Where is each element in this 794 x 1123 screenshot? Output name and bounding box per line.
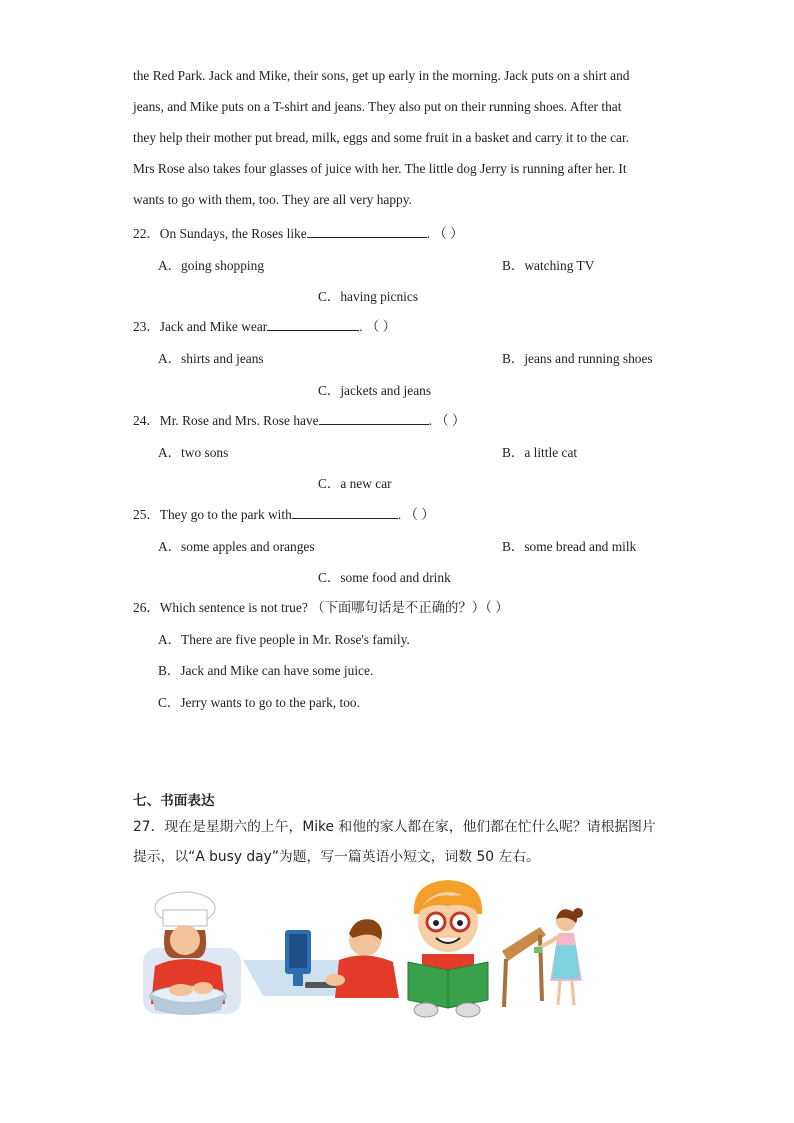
question-stem: 24．Mr. Rose and Mrs. Rose have <box>133 413 319 428</box>
passage-line: wants to go with them, too. They are all very happy. <box>133 192 412 207</box>
option-a[interactable]: A．some apples and oranges <box>158 539 315 554</box>
option-a[interactable]: A．going shopping <box>158 258 265 273</box>
woman-cooking-picture <box>133 886 243 1018</box>
question-26 <box>133 597 509 616</box>
answer-blank[interactable] <box>319 412 429 425</box>
question-25 <box>133 504 435 523</box>
question-tail: . （ ） <box>359 319 397 334</box>
option-a[interactable]: A．two sons <box>158 445 229 460</box>
passage-line: the Red Park. Jack and Mike, their sons, get up early in the morning. Jack puts on a shirt and <box>133 68 630 83</box>
question-23 <box>133 316 396 335</box>
passage-line: Mrs Rose also takes four glasses of juice with her. The little dog Jerry is running after her. It <box>133 161 627 176</box>
question-22 <box>133 223 464 242</box>
question-24 <box>133 410 465 429</box>
answer-blank[interactable] <box>307 225 427 238</box>
option-b[interactable]: B．some bread and milk <box>502 539 637 554</box>
boy-computer-picture <box>243 910 405 1002</box>
writing-task <box>133 812 663 872</box>
task-line: 提示，以“A busy day”为题，写一篇英语小短文，词数 50 左右。 <box>133 849 540 865</box>
option-c[interactable]: C．jackets and jeans <box>318 383 432 398</box>
question-stem: 26．Which sentence is not true? （下面哪句话是不正确的？）（ ） <box>133 600 509 615</box>
passage-line: they help their mother put bread, milk, eggs and some fruit in a basket and carry it to the car. <box>133 130 630 145</box>
question-stem: 22．On Sundays, the Roses like <box>133 226 307 241</box>
question-stem: 25．They go to the park with <box>133 507 292 522</box>
reading-passage <box>133 60 663 215</box>
option-c[interactable]: C．Jerry wants to go to the park, too. <box>158 695 360 710</box>
option-c[interactable]: C．having picnics <box>318 289 419 304</box>
boy-reading-picture <box>402 878 494 1026</box>
answer-blank[interactable] <box>292 506 398 519</box>
task-line: 27．现在是星期六的上午，Mike 和他的家人都在家，他们都在忙什么呢？请根据图片 <box>133 819 656 835</box>
question-tail: . （ ） <box>426 226 464 241</box>
option-a[interactable]: A．There are five people in Mr. Rose's family. <box>158 632 410 647</box>
option-b[interactable]: B．a little cat <box>502 445 578 460</box>
option-c[interactable]: C．some food and drink <box>318 570 451 585</box>
answer-blank[interactable] <box>267 318 359 331</box>
section-title: 七、书面表达 <box>133 793 215 809</box>
question-tail: . （ ） <box>428 413 466 428</box>
option-a[interactable]: A．shirts and jeans <box>158 351 264 366</box>
option-c[interactable]: C．a new car <box>318 476 392 491</box>
passage-line: jeans, and Mike puts on a T-shirt and jeans. They also put on their running shoes. After that <box>133 99 622 114</box>
girl-cleaning-picture <box>500 905 590 1009</box>
option-b[interactable]: B．watching TV <box>502 258 595 273</box>
question-stem: 23．Jack and Mike wear <box>133 319 268 334</box>
option-b[interactable]: B．jeans and running shoes <box>502 351 653 366</box>
option-b[interactable]: B．Jack and Mike can have some juice. <box>158 663 374 678</box>
question-tail: . （ ） <box>397 507 435 522</box>
